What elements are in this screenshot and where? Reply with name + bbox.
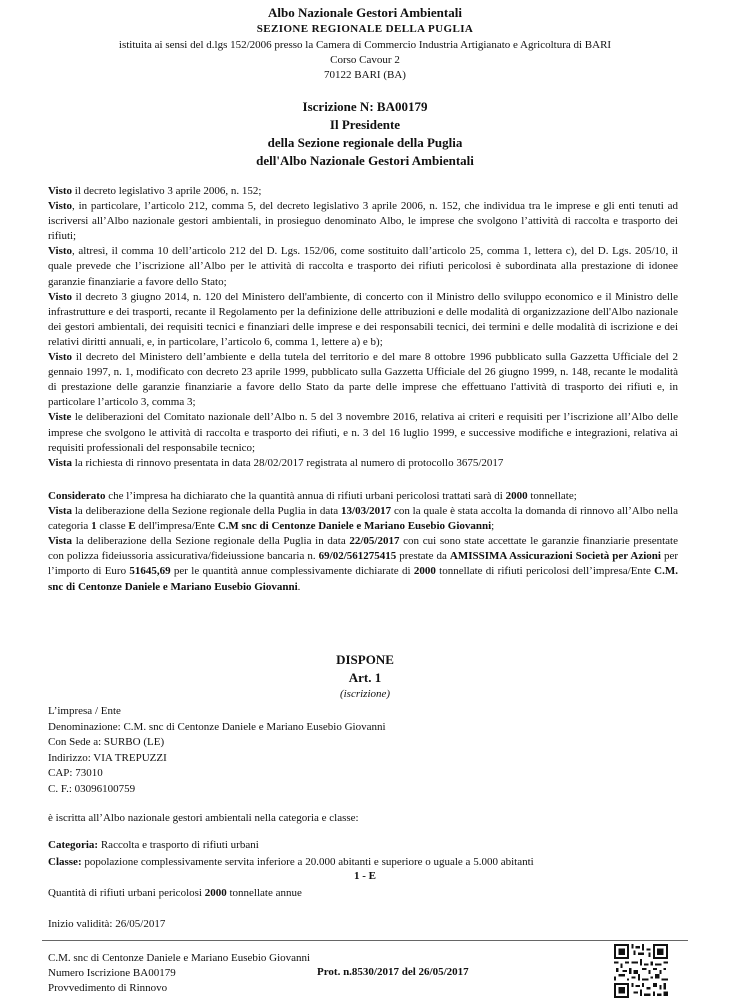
text: tonnellate; [527,490,577,502]
text: con cui sono state accettate le garanzie finanziarie presentate con polizza fideiussoria assicurativa/fideiussione bancaria n. [48,535,678,563]
premise [48,184,678,199]
company-sede: Con Sede a: SURBO (LE) [48,736,165,749]
footer-company: C.M. snc di Centonze Daniele e Mariano Eusebio Giovanni [48,952,311,964]
company-denominazione: Denominazione: C.M. snc di Centonze Daniele e Mariano Eusebio Giovanni [48,720,386,733]
deliberations-block [48,489,678,595]
footer-divider [42,940,688,941]
text: per le quantità annue complessivamente dichiarate di [170,565,414,578]
premise-text: il decreto legislativo 3 aprile 2006, n. 152; [72,185,262,197]
categoria-value: Raccolta e trasporto di rifiuti urbani [98,839,259,851]
inizio-validita: Inizio validità: 26/05/2017 [48,918,166,930]
company-block [48,704,678,798]
considerato-paragraph [48,489,678,504]
company-cap: CAP: 73010 [48,767,103,780]
premise-text: , altresì, il comma 10 dell’articolo 212 del D. Lgs. 152/06, come sostituito dall’articolo 25, comma 1, lettera c), del D. Lgs. 205/10, il quale prevede che l’iscrizione all’Albo per le attività di raccolta e trasporto dei rifiuti pericolosi è subordinata alla prestazione di idonee garanzie finanziarie a favore dello Stato; [48,245,678,288]
company-name: C.M snc di Centonze Daniele e Mariano Eusebio Giovanni [217,520,492,533]
premise-lead: Viste [48,411,72,424]
title-president: Il Presidente [329,117,401,132]
policy-number: 69/02/561275415 [318,550,397,563]
iscrizione-number: Iscrizione N: BA00179 [302,99,428,114]
premise-lead: Visto [48,185,73,197]
premise [48,199,678,244]
date-value: 13/03/2017 [341,505,392,518]
company-cf: C. F.: 03096100759 [48,782,136,795]
classe-label: Classe: [48,856,82,868]
premise-lead: Vista [48,456,73,469]
dispone-heading: DISPONE [336,652,394,667]
premise-lead: Visto [48,200,73,213]
quantity-value: 2000 [505,490,528,502]
text: classe [96,520,129,533]
title-albo: dell'Albo Nazionale Gestori Ambientali [256,153,474,168]
premise [48,290,678,350]
premise-text: il decreto 3 giugno 2014, n. 120 del Ministero dell'ambiente, di concerto con il Ministro dello sviluppo economico e il Ministro delle infrastrutture e dei trasporti, recante il Regolamento per la definizione delle attribuzioni e delle modalità di organizzazione dell'Albo nazionale dei gestori ambientali, dei requisiti tecnici e finanziari delle imprese e dei responsabili tecnici, dei termini e delle modalità di iscrizione e dei relativi diritti annuali, e, in particolare, l’articolo 6, comma 1, lettere a) e b); [48,290,678,348]
company-indirizzo: Indirizzo: VIA TREPUZZI [48,751,167,764]
text: prestate da [396,550,450,563]
delibera-garanzie-paragraph [48,534,678,594]
section-name: SEZIONE REGIONALE DELLA PUGLIA [256,23,474,35]
premises-block [48,184,678,471]
established-line: istituita ai sensi del d.lgs 152/2006 presso la Camera di Commercio Industria Artigianato e Agricoltura di BARI [118,39,612,51]
title-section: della Sezione regionale della Puglia [267,135,463,150]
premise-text: la richiesta di rinnovo presentata in data 28/02/2017 registrata al numero di protocollo 3675/2017 [72,456,504,469]
premise-text: le deliberazioni del Comitato nazionale dell’Albo n. 5 del 3 novembre 2016, relativa ai criteri e requisiti per l’iscrizione all’Albo delle imprese che svolgono le attività di raccolta e trasporto dei rifiuti, e n. 3 del 16 luglio 1999, e successive modifiche e integrazioni, relativa ai requisiti professionali del responsabile tecnico; [48,411,678,454]
insurer-name: AMISSIMA Assicurazioni Società per Azioni [449,550,661,563]
text: la deliberazione della Sezione regionale della Puglia in data [72,505,342,518]
delib-lead: Vista [48,535,73,548]
categoria-label: Categoria: [48,839,99,851]
address-city: 70122 BARI (BA) [324,69,406,81]
categoria-line [48,838,678,853]
quantity-value: 2000 [204,887,227,899]
premise [48,350,678,410]
text: . [297,580,301,593]
text: tonnellate annue [226,887,302,899]
text: tonnellate di rifiuti pericolosi dell’impresa/Ente [435,565,655,578]
company-name: C.M. snc di Centonze Daniele e Mariano Eusebio Giovanni [48,565,678,593]
premise-text: , in particolare, l’articolo 212, comma 5, del decreto legislativo 3 aprile 2006, n. 152, che individua tra le imprese e gli enti tenuti ad iscriversi all’Albo nazionale gestori ambientali, in prosieguo denominato Albo, le imprese che svolgono l’attività di raccolta e trasporto dei rifiuti; [48,200,678,243]
text: con la quale è stata accolta la domanda di rinnovo all’Albo nella categoria [48,505,678,533]
org-name: Albo Nazionale Gestori Ambientali [268,5,462,20]
classe-code: 1 - E [354,870,376,882]
premise-lead: Visto [48,245,73,258]
quantity-value: 2000 [413,565,436,578]
considerato-lead: Considerato [48,490,106,502]
footer-iscrizione: Numero Iscrizione BA00179 [48,967,176,979]
amount-value: 51645,69 [129,565,171,578]
date-value: 22/05/2017 [349,535,400,548]
text: ; [491,520,495,533]
text: che l’impresa ha dichiarato che la quantità annua di rifiuti urbani pericolosi trattati sarà di [105,490,506,502]
footer-provvedimento: Provvedimento di Rinnovo [48,982,168,994]
text: dell'impresa/Ente [135,520,218,533]
iscritta-line: è iscritta all’Albo nazionale gestori ambientali nella categoria e classe: [48,812,359,824]
company-intro: L’impresa / Ente [48,705,121,717]
premise [48,456,678,471]
classe-line [48,855,678,870]
classe-value: popolazione complessivamente servita inferiore a 20.000 abitanti e superiore o uguale a 5.000 abitanti [81,856,534,868]
class-value: E [128,520,136,533]
text: Quantità di rifiuti urbani pericolosi [48,887,205,899]
text: per l’importo di Euro [48,550,678,578]
article-heading: Art. 1 [348,670,382,685]
article-subtitle: (iscrizione) [339,688,391,700]
premise-lead: Visto [48,290,73,303]
protocol-number: Prot. n.8530/2017 del 26/05/2017 [317,966,469,978]
delib-lead: Vista [48,505,73,518]
qr-code-icon [614,944,668,998]
quantita-line [48,886,678,901]
premise [48,244,678,289]
address-street: Corso Cavour 2 [330,54,400,66]
delibera-rinnovo-paragraph [48,504,678,534]
premise-text: il decreto del Ministero dell’ambiente e della tutela del territorio e del mare 8 ottobre 1996 pubblicato sulla Gazzetta Ufficiale del 2 gennaio 1997, n. 1, modificato con decreto 23 aprile 1999, pubblicato sulla Gazzetta Ufficiale del 26 giugno 1999, n. 148, recante le modalità di prestazione delle garanzie finanziarie a favore dello Stato da parte delle imprese che effettuano l'attività di trasporto dei rifiuti e, in particolare l’articolo 3, comma 3; [48,351,678,409]
premise-lead: Visto [48,351,73,364]
premise [48,410,678,455]
text: la deliberazione della Sezione regionale della Puglia in data [72,535,350,548]
category-value: 1 [91,520,97,533]
